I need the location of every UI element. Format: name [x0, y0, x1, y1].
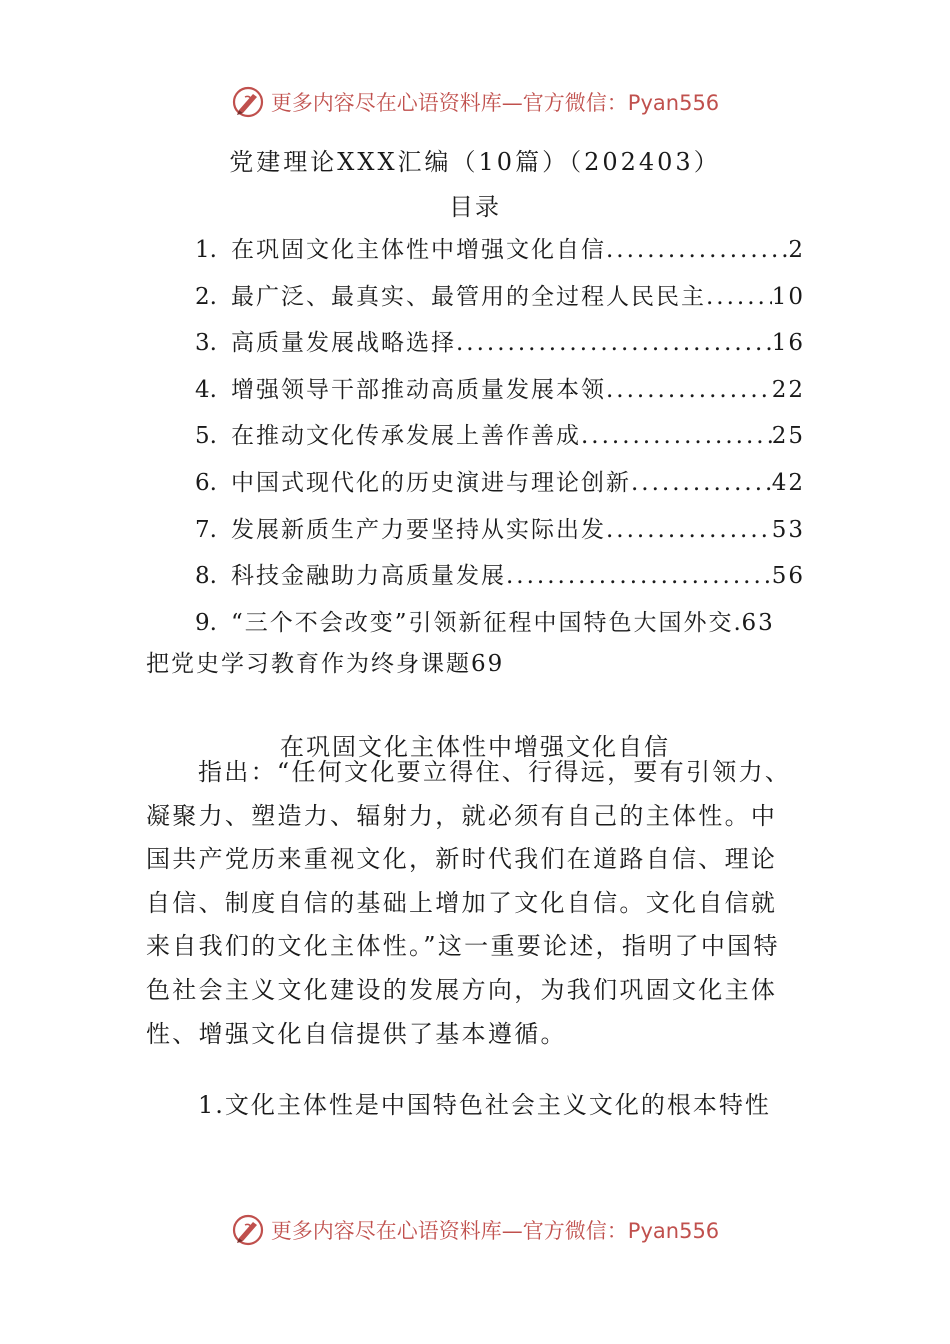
toc-entry-page: 25 [771, 423, 805, 450]
toc-entry-title: 中国式现代化的历史演进与理论创新 [231, 469, 631, 496]
toc-entry-number: 9. [195, 609, 217, 636]
toc-leader-dots [606, 507, 772, 554]
document-title: 党建理论XXX汇编（10篇）（202403） [229, 148, 721, 176]
toc-entry-page: 22 [771, 376, 805, 403]
toc-entry-title: 发展新质生产力要坚持从实际出发 [231, 516, 606, 543]
toc-leader-dots [506, 553, 772, 600]
toc-leader-dots [606, 227, 788, 274]
toc-entry-page: 53 [771, 516, 805, 543]
section-title: 在巩固文化主体性中增强文化自信 [280, 733, 670, 761]
toc-entry-title: 最广泛、最真实、最管用的全过程人民民主 [231, 283, 706, 310]
toc-entry[interactable] [195, 274, 805, 321]
toc-entry-number: 8. [195, 563, 217, 590]
toc-entry-title: 增强领导干部推动高质量发展本领 [231, 376, 606, 403]
toc-entry-title: 在巩固文化主体性中增强文化自信 [231, 237, 606, 263]
toc-entry[interactable] [195, 553, 805, 600]
toc-leader-dots [706, 274, 772, 321]
toc-entry[interactable] [195, 507, 805, 554]
toc-leader-dots [734, 600, 742, 647]
toc-leader-dots [631, 460, 772, 507]
toc-entry-number: 3. [195, 330, 217, 357]
toc-entry[interactable] [195, 413, 805, 460]
toc-entry-number: 4. [195, 376, 217, 403]
toc-entry-title: 科技金融助力高质量发展 [231, 563, 506, 590]
toc-leader-dots [606, 367, 772, 414]
toc-entry[interactable] [195, 320, 805, 367]
watermark-header [0, 82, 950, 122]
table-of-contents [195, 227, 805, 646]
toc-entry-number: 6. [195, 469, 217, 496]
watermark-footer [0, 1210, 950, 1250]
toc-entry[interactable] [195, 600, 805, 647]
toc-entry[interactable] [195, 367, 805, 414]
toc-entry-page: 16 [771, 330, 805, 357]
toc-entry[interactable] [195, 460, 805, 507]
toc-entry-number: 7. [195, 516, 217, 543]
watermark-text: 更多内容尽在心语资料库—官方微信：Pyan556 [270, 91, 720, 115]
toc-entry-title: “三个不会改变”引领新征程中国特色大国外交 [231, 609, 734, 636]
toc-entry-number: 1. [195, 237, 217, 263]
pen-circle-logo-icon [231, 1213, 265, 1247]
watermark-text: 更多内容尽在心语资料库—官方微信：Pyan556 [270, 1219, 720, 1243]
toc-entry-page: 42 [771, 469, 805, 496]
toc-entry-page: 63 [741, 609, 775, 636]
toc-entry-last[interactable]: 把党史学习教育作为终身课题69 [146, 651, 505, 677]
toc-entry-number: 2. [195, 283, 217, 310]
toc-entry-title: 在推动文化传承发展上善作善成 [231, 423, 581, 450]
toc-entry-number: 5. [195, 423, 217, 450]
toc-entry-title: 高质量发展战略选择 [231, 330, 456, 357]
subheading: 1.文化主体性是中国特色社会主义文化的根本特性 [198, 1091, 771, 1119]
toc-entry-page: 56 [771, 563, 805, 590]
pen-circle-logo-icon [231, 85, 265, 119]
toc-entry[interactable] [195, 227, 805, 274]
toc-heading: 目录 [449, 193, 501, 221]
toc-entry-page: 2 [788, 237, 805, 263]
body-paragraph: 指出：“任何文化要立得住、行得远，要有引领力、凝聚力、塑造力、辐射力，就必须有自己的主体性。中国共产党历来重视文化，新时代我们在道路自信、理论自信、制度自信的基础上增加了文化自信。文化自信就来自我们的文化主体性。”这一重要论述，指明了中国特色社会主义文化建设的发展方向，为我们巩固文化主体性、增强文化自信提供了基本遵循。 [146, 758, 792, 1048]
toc-entry-page: 10 [771, 283, 805, 310]
toc-leader-dots [456, 320, 772, 367]
toc-leader-dots [581, 413, 772, 460]
